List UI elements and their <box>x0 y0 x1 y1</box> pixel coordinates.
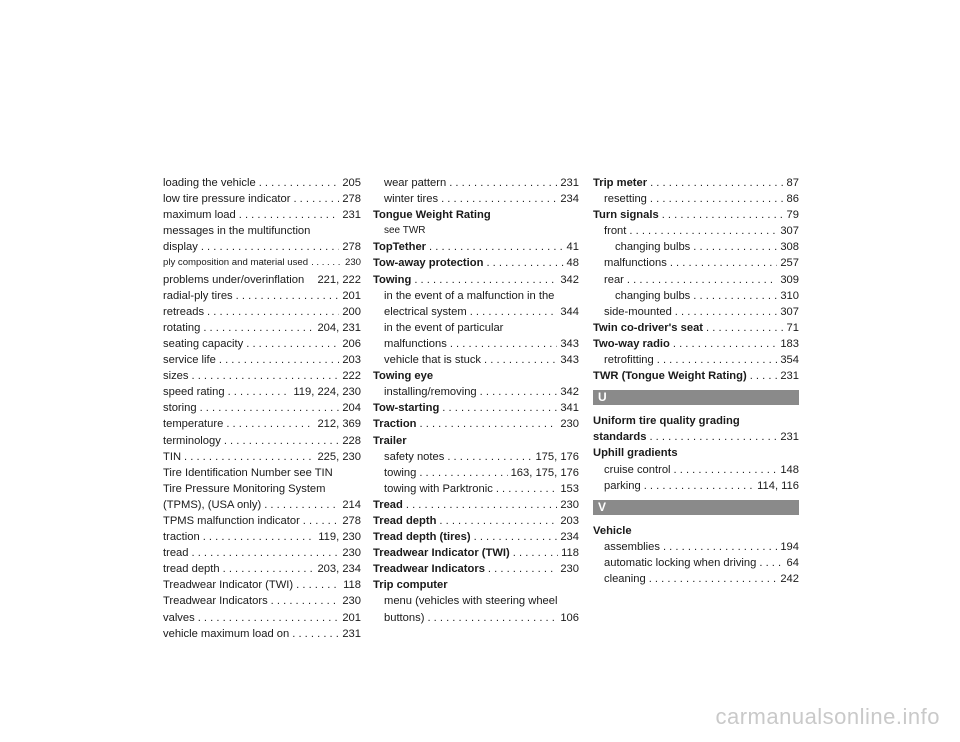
page-numbers: 231 <box>560 177 579 189</box>
index-term: cleaning <box>604 572 646 585</box>
page-numbers: 148 <box>780 463 799 476</box>
section-header-v: V <box>593 500 799 515</box>
dot-leader <box>259 175 340 191</box>
index-term: radial-ply tires <box>163 289 233 302</box>
page-numbers: 204 <box>342 402 361 415</box>
index-term: standards <box>593 431 647 444</box>
index-term: winter tires <box>384 193 439 206</box>
dot-leader <box>414 272 557 288</box>
index-term: Traction <box>373 418 417 431</box>
dot-leader <box>750 368 778 384</box>
index-heading: messages in the multifunction <box>163 225 311 238</box>
page-numbers: 79 <box>786 209 799 222</box>
dot-leader <box>657 352 778 368</box>
index-term: changing bulbs <box>615 289 691 302</box>
page-numbers: 119, 230 <box>318 531 361 544</box>
index-term: cruise control <box>604 463 671 476</box>
page-numbers: 242 <box>780 572 799 585</box>
index-term: traction <box>163 531 200 544</box>
section-header-u: U <box>593 390 799 405</box>
dot-leader <box>513 545 558 561</box>
index-term: assemblies <box>604 540 660 553</box>
page-numbers: 203 <box>560 514 579 527</box>
page-numbers: 205 <box>342 177 361 189</box>
dot-leader <box>673 336 777 352</box>
index-term: speed rating <box>163 386 225 399</box>
dot-leader <box>693 288 777 304</box>
index-term: TWR (Tongue Weight Rating) <box>593 370 747 383</box>
dot-leader <box>693 239 777 255</box>
page-numbers: 231 <box>342 627 361 640</box>
page-numbers: 64 <box>786 556 799 569</box>
index-term: Treadwear Indicator (TWI) <box>373 547 510 560</box>
index-term: vehicle maximum load on <box>163 627 290 640</box>
page-numbers: 307 <box>780 225 799 238</box>
index-term: Treadwear Indicators <box>163 595 268 608</box>
index-heading: see TWR <box>384 225 426 237</box>
index-entry <box>593 304 799 320</box>
index-term: vehicle that is stuck <box>384 354 482 367</box>
page-numbers: 201 <box>342 289 361 302</box>
index-term: Two-way radio <box>593 337 670 350</box>
page-numbers: 278 <box>342 514 361 527</box>
index-entry <box>163 255 361 271</box>
page-numbers: 354 <box>780 354 799 367</box>
dot-leader <box>429 239 564 255</box>
index-term: Twin co-driver's seat <box>593 321 704 334</box>
page-numbers: 234 <box>560 193 579 206</box>
index-entry <box>373 239 579 255</box>
index-entry <box>373 191 579 207</box>
index-term: automatic locking when driving <box>604 556 757 569</box>
page-numbers: 257 <box>780 257 799 270</box>
index-entry <box>593 555 799 571</box>
page-numbers: 153 <box>560 482 579 495</box>
index-entry <box>373 175 579 191</box>
dot-leader <box>239 207 340 223</box>
index-term: Trip meter <box>593 177 648 189</box>
index-term: wear pattern <box>384 177 447 189</box>
dot-leader <box>192 545 340 561</box>
index-entry <box>373 384 579 400</box>
dot-leader <box>488 561 557 577</box>
index-heading: Uniform tire quality grading <box>593 415 740 428</box>
index-entry <box>163 288 361 304</box>
dot-leader <box>271 593 340 609</box>
index-entry <box>373 481 579 497</box>
index-entry <box>163 239 361 255</box>
dot-leader <box>447 449 532 465</box>
index-term: malfunctions <box>604 257 667 270</box>
index-entry <box>373 304 579 320</box>
index-term: maximum load <box>163 209 236 222</box>
dot-leader <box>246 336 339 352</box>
index-entry <box>163 529 361 545</box>
index-entry <box>163 175 361 191</box>
page-numbers: 342 <box>560 386 579 399</box>
index-term: Treadwear Indicator (TWI) <box>163 579 294 592</box>
dot-leader <box>201 239 340 255</box>
index-entry <box>163 304 361 320</box>
page-numbers: 309 <box>780 273 799 286</box>
index-heading: Vehicle <box>593 524 632 537</box>
index-term: TIN <box>163 450 182 463</box>
page-numbers: 106 <box>560 611 579 624</box>
index-entry <box>593 368 799 384</box>
dot-leader <box>484 352 557 368</box>
index-entry <box>163 449 361 465</box>
index-heading: Tire Identification Number see TIN <box>163 466 333 479</box>
page-numbers: 231 <box>780 370 799 383</box>
page-numbers: 225, 230 <box>317 450 361 463</box>
page-numbers: 310 <box>780 289 799 302</box>
index-entry <box>593 255 799 271</box>
index-term: service life <box>163 354 216 367</box>
index-term: Tread <box>373 498 403 511</box>
index-entry <box>593 272 799 288</box>
index-entry <box>163 207 361 223</box>
index-heading: Tire Pressure Monitoring System <box>163 482 326 495</box>
page-numbers: 71 <box>786 321 799 334</box>
dot-leader <box>293 191 339 207</box>
page-numbers: 204, 231 <box>317 321 361 334</box>
index-entry <box>373 449 579 465</box>
index-entry <box>163 433 361 449</box>
page-numbers: 234 <box>560 531 579 544</box>
page-numbers: 221, 222 <box>317 273 361 286</box>
page-numbers: 175, 176 <box>535 450 579 463</box>
page-numbers: 203, 234 <box>317 563 361 576</box>
dot-leader <box>441 191 557 207</box>
index-term: towing with Parktronic <box>384 482 493 495</box>
dot-leader <box>449 175 557 191</box>
index-heading: in the event of particular <box>384 321 504 334</box>
dot-leader <box>200 400 340 416</box>
index-entry <box>163 384 361 400</box>
index-entry <box>373 545 579 561</box>
index-column-2 <box>373 175 579 626</box>
index-column-3 <box>593 175 799 587</box>
index-entry <box>373 465 579 481</box>
index-term: storing <box>163 402 197 415</box>
index-entry <box>593 175 799 191</box>
page-numbers: 194 <box>780 540 799 553</box>
index-entry <box>163 593 361 609</box>
index-term: Tread depth (tires) <box>373 531 471 544</box>
index-entry <box>163 545 361 561</box>
index-entry <box>163 577 361 593</box>
page-numbers: 119, 224, 230 <box>293 386 361 399</box>
index-term: seating capacity <box>163 337 244 350</box>
page-numbers: 118 <box>561 547 579 560</box>
dot-leader <box>759 555 783 571</box>
page-numbers: 200 <box>342 305 361 318</box>
page-numbers: 307 <box>780 305 799 318</box>
dot-leader <box>303 513 340 529</box>
index-term: sizes <box>163 370 189 383</box>
page-numbers: 343 <box>560 337 579 350</box>
index-entry <box>163 416 361 432</box>
index-entry <box>593 223 799 239</box>
dot-leader <box>442 400 557 416</box>
index-term: malfunctions <box>384 337 447 350</box>
dot-leader <box>184 449 314 465</box>
page-numbers: 222 <box>342 370 361 383</box>
index-term: installing/removing <box>384 386 477 399</box>
index-term: electrical system <box>384 305 467 318</box>
index-entry <box>163 610 361 626</box>
index-entry <box>163 191 361 207</box>
page-numbers: 114, 116 <box>757 479 799 492</box>
page-numbers: 230 <box>560 563 579 576</box>
index-entry <box>373 352 579 368</box>
dot-leader <box>650 175 783 191</box>
dot-leader <box>419 465 507 481</box>
page-numbers: 228 <box>342 434 361 447</box>
index-term: resetting <box>604 193 647 206</box>
dot-leader <box>198 610 340 626</box>
dot-leader <box>470 304 558 320</box>
dot-leader <box>192 368 340 384</box>
index-term: low tire pressure indicator <box>163 193 291 206</box>
index-entry <box>593 207 799 223</box>
index-term: Towing <box>373 273 412 286</box>
index-heading: in the event of a malfunction in the <box>384 289 555 302</box>
page-numbers: 341 <box>560 402 579 415</box>
index-heading: Trip computer <box>373 579 448 592</box>
page-numbers: 183 <box>780 337 799 350</box>
dot-leader <box>219 352 339 368</box>
page-numbers: 278 <box>342 193 361 206</box>
index-term: towing <box>384 466 417 479</box>
page-numbers: 118 <box>343 579 361 592</box>
index-term: Treadwear Indicators <box>373 563 485 576</box>
dot-leader <box>706 320 784 336</box>
index-entry <box>373 272 579 288</box>
index-term: TPMS malfunction indicator <box>163 514 300 527</box>
index-term: terminology <box>163 434 221 447</box>
page-numbers: 201 <box>342 611 361 624</box>
index-term: loading the vehicle <box>163 177 256 189</box>
index-entry <box>163 320 361 336</box>
index-entry <box>593 288 799 304</box>
index-entry <box>593 462 799 478</box>
page-numbers: 206 <box>342 337 361 350</box>
index-entry <box>593 320 799 336</box>
index-entry <box>373 497 579 513</box>
index-term: Turn signals <box>593 209 659 222</box>
index-entry <box>163 272 361 288</box>
dot-leader <box>629 223 777 239</box>
index-entry <box>593 191 799 207</box>
index-term: Tow-starting <box>373 402 440 415</box>
index-entry <box>373 416 579 432</box>
page-numbers: 308 <box>780 241 799 254</box>
index-entry <box>593 429 799 445</box>
index-entry <box>163 352 361 368</box>
dot-leader <box>296 577 340 593</box>
index-entry <box>593 571 799 587</box>
index-term: buttons) <box>384 611 425 624</box>
page-numbers: 342 <box>560 273 579 286</box>
index-term: retreads <box>163 305 205 318</box>
page-numbers: 231 <box>780 431 799 444</box>
index-heading: menu (vehicles with steering wheel <box>384 595 558 608</box>
dot-leader <box>236 288 340 304</box>
page-numbers: 230 <box>560 498 579 511</box>
dot-leader <box>649 571 778 587</box>
dot-leader <box>627 272 777 288</box>
index-entry <box>373 400 579 416</box>
dot-leader <box>223 561 315 577</box>
dot-leader <box>674 462 778 478</box>
index-entry <box>373 255 579 271</box>
index-term: front <box>604 225 627 238</box>
page-numbers: 86 <box>786 193 799 206</box>
index-term: problems under/overinflation <box>163 273 305 286</box>
dot-leader <box>439 513 557 529</box>
dot-leader <box>264 497 339 513</box>
dot-leader <box>207 304 339 320</box>
page-numbers: 87 <box>786 177 799 189</box>
index-term: retrofitting <box>604 354 654 367</box>
index-entry <box>163 626 361 642</box>
dot-leader <box>486 255 563 271</box>
index-entry <box>373 336 579 352</box>
index-entry <box>593 336 799 352</box>
dot-leader <box>650 191 784 207</box>
index-term: display <box>163 241 198 254</box>
dot-leader <box>427 610 557 626</box>
index-heading: Tongue Weight Rating <box>373 209 491 222</box>
dot-leader <box>662 207 784 223</box>
index-heading: Uphill gradients <box>593 447 678 460</box>
dot-leader <box>450 336 558 352</box>
index-term: Tow-away protection <box>373 257 484 270</box>
index-term: tread depth <box>163 563 220 576</box>
index-term: side-mounted <box>604 305 672 318</box>
index-term: parking <box>604 479 641 492</box>
page-numbers: 278 <box>342 241 361 254</box>
dot-leader <box>228 384 291 400</box>
index-heading: Trailer <box>373 434 407 447</box>
index-entry <box>163 400 361 416</box>
index-entry <box>373 561 579 577</box>
dot-leader <box>203 320 314 336</box>
index-column-1 <box>163 175 361 642</box>
page-numbers: 41 <box>566 241 579 254</box>
page-numbers: 343 <box>560 354 579 367</box>
dot-leader <box>644 478 754 494</box>
dot-leader <box>226 416 314 432</box>
page-numbers: 214 <box>342 498 361 511</box>
index-entry <box>593 539 799 555</box>
page-numbers: 344 <box>560 305 579 318</box>
index-term: changing bulbs <box>615 241 691 254</box>
index-entry <box>163 368 361 384</box>
dot-leader <box>224 433 340 449</box>
dot-leader <box>675 304 778 320</box>
dot-leader <box>311 255 342 271</box>
index-term: tread <box>163 547 189 560</box>
index-term: temperature <box>163 418 224 431</box>
page-numbers: 212, 369 <box>317 418 361 431</box>
page-numbers: 230 <box>560 418 579 431</box>
dot-leader <box>292 626 339 642</box>
index-entry <box>593 239 799 255</box>
index-entry <box>593 352 799 368</box>
dot-leader <box>203 529 316 545</box>
index-entry <box>373 513 579 529</box>
dot-leader <box>420 416 558 432</box>
page-numbers: 231 <box>342 209 361 222</box>
index-entry <box>163 513 361 529</box>
dot-leader <box>406 497 557 513</box>
index-term: ply composition and material used <box>163 257 309 269</box>
index-entry <box>373 610 579 626</box>
dot-leader <box>670 255 778 271</box>
index-term: Tread depth <box>373 514 437 527</box>
page-numbers: 230 <box>344 257 361 269</box>
index-entry <box>163 561 361 577</box>
index-entry <box>373 529 579 545</box>
index-term: rotating <box>163 321 201 334</box>
index-term: (TPMS), (USA only) <box>163 498 262 511</box>
page-numbers: 230 <box>342 595 361 608</box>
watermark-text: carmanualsonline.info <box>715 704 940 729</box>
dot-leader <box>480 384 558 400</box>
dot-leader <box>663 539 777 555</box>
index-entry <box>593 478 799 494</box>
dot-leader <box>496 481 558 497</box>
index-term: valves <box>163 611 195 624</box>
index-term: safety notes <box>384 450 445 463</box>
page-numbers: 163, 175, 176 <box>510 466 579 479</box>
page-numbers: 203 <box>342 354 361 367</box>
dot-leader <box>474 529 558 545</box>
index-entry <box>163 497 361 513</box>
index-entry <box>163 336 361 352</box>
page-numbers: 230 <box>342 547 361 560</box>
index-term: TopTether <box>373 241 427 254</box>
index-heading: Towing eye <box>373 370 434 383</box>
index-term: rear <box>604 273 624 286</box>
page-numbers: 48 <box>566 257 579 270</box>
dot-leader <box>649 429 777 445</box>
